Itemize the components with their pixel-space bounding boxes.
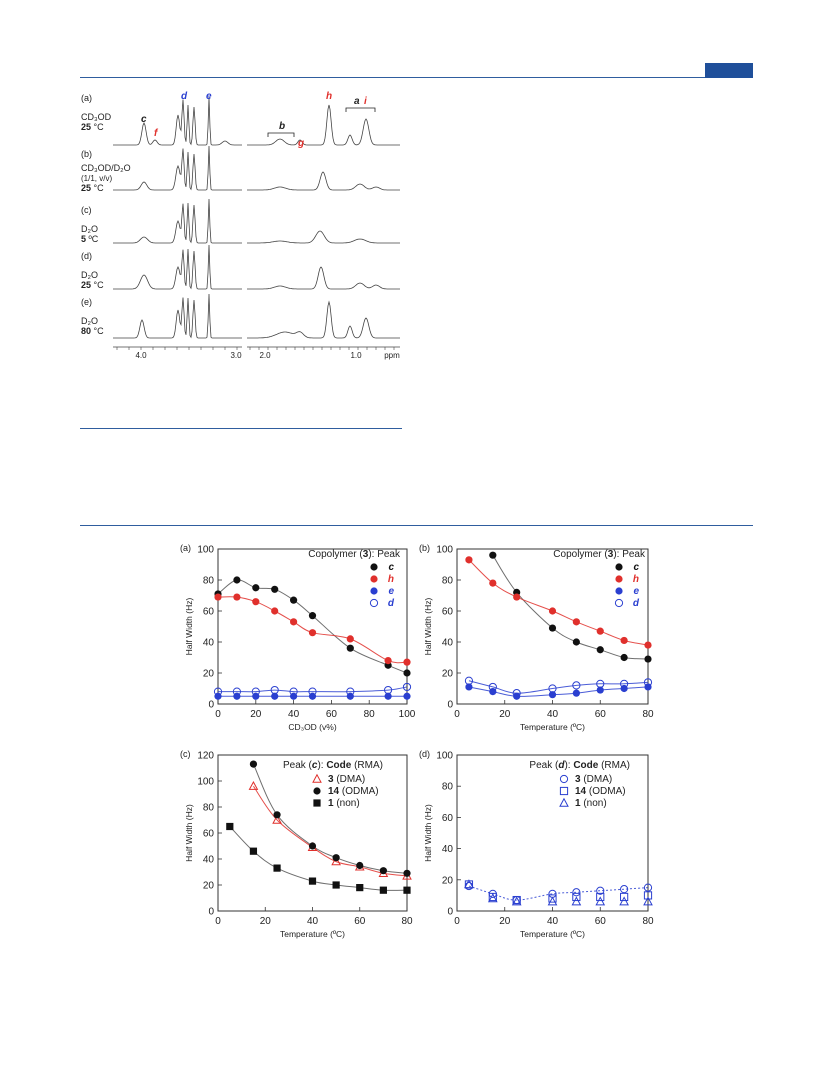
data-point: [597, 628, 604, 635]
y-tick-label: 80: [202, 802, 214, 814]
panel-tag: (b): [419, 543, 430, 553]
legend-marker: [615, 587, 622, 594]
data-point: [403, 659, 410, 666]
data-point: [403, 669, 410, 676]
y-tick-label: 60: [202, 828, 214, 840]
data-point: [233, 576, 240, 583]
y-tick-label: 40: [441, 637, 453, 649]
peak-label-d: d: [181, 91, 188, 102]
x-tick-label: 40: [546, 709, 559, 720]
peak-label-a: a: [354, 96, 360, 107]
x-tick-label: 0: [454, 916, 460, 927]
data-point: [573, 638, 580, 645]
data-point: [356, 862, 363, 869]
y-axis-label: Half Width (Hz): [423, 597, 433, 656]
legend-label: 14 (ODMA): [328, 786, 379, 797]
nmr-tick-label: 4.0: [135, 351, 147, 360]
legend-marker: [615, 563, 622, 570]
data-point: [333, 881, 340, 888]
caption-rule: [80, 428, 402, 429]
peak-label-c: c: [141, 114, 147, 125]
x-tick-label: 40: [546, 916, 559, 927]
x-tick-label: 60: [354, 916, 366, 927]
data-point: [273, 865, 280, 872]
data-point: [233, 593, 240, 600]
data-point: [380, 887, 387, 894]
nmr-row-solvent: D₂O: [81, 270, 98, 280]
nmr-row-tag: (e): [81, 297, 92, 307]
x-tick-label: 80: [642, 916, 654, 927]
y-tick-label: 20: [202, 880, 214, 892]
data-point: [347, 645, 354, 652]
legend-marker: [560, 787, 567, 794]
y-tick-label: 20: [441, 668, 453, 680]
data-point: [403, 887, 410, 894]
legend-label: d: [387, 598, 394, 609]
data-point: [273, 811, 280, 818]
y-tick-label: 80: [202, 575, 214, 587]
nmr-row-solvent: D₂O: [81, 316, 98, 326]
nmr-trace: [113, 97, 242, 145]
chart-panel-1: [180, 543, 416, 732]
y-tick-label: 0: [447, 699, 453, 711]
nmr-axis: [113, 347, 400, 360]
data-point: [347, 635, 354, 642]
legend-label: 1 (non): [328, 798, 360, 809]
data-point: [465, 556, 472, 563]
legend-marker: [615, 599, 622, 606]
x-axis-label: CD₃OD (v%): [288, 722, 337, 732]
legend-marker: [560, 775, 567, 782]
chart-panel-2: [419, 543, 654, 732]
data-point: [572, 897, 580, 904]
x-tick-label: 60: [594, 916, 606, 927]
y-tick-label: 80: [441, 781, 453, 793]
legend-marker: [560, 799, 568, 806]
legend-marker: [370, 575, 377, 582]
x-axis-label: Temperature (ºC): [520, 929, 585, 939]
data-point: [549, 897, 557, 904]
nmr-row-temp: 25 °C: [81, 183, 104, 193]
nmr-row-solvent: CD₃OD: [81, 112, 112, 122]
legend-title: Copolymer (3): Peak: [308, 549, 400, 560]
x-tick-label: 0: [215, 916, 221, 927]
data-point: [290, 618, 297, 625]
x-tick-label: 20: [499, 709, 511, 720]
nmr-row-solvent: CD₃OD/D₂O: [81, 163, 131, 173]
data-point: [290, 597, 297, 604]
nmr-tick-label: 3.0: [230, 351, 242, 360]
legend-label: 3 (DMA): [328, 774, 366, 785]
y-tick-label: 60: [202, 606, 214, 618]
data-point: [644, 655, 651, 662]
y-axis-label: Half Width (Hz): [184, 597, 194, 656]
plot-frame: [218, 755, 407, 911]
panel-tag: (c): [180, 749, 191, 759]
data-point: [573, 618, 580, 625]
legend-label: c: [388, 562, 394, 573]
x-axis-label: Temperature (ºC): [520, 722, 585, 732]
nmr-trace: [113, 146, 242, 190]
legend-label: 1 (non): [575, 798, 607, 809]
legend-label: 14 (ODMA): [575, 786, 626, 797]
nmr-row-temp: 80 °C: [81, 326, 104, 336]
plot-frame: [218, 549, 407, 704]
legend-label: d: [632, 598, 639, 609]
y-tick-label: 40: [202, 854, 214, 866]
y-tick-label: 100: [197, 776, 214, 788]
x-tick-label: 80: [642, 709, 654, 720]
bracket-ai: [346, 108, 375, 112]
y-tick-label: 0: [208, 906, 214, 918]
y-tick-label: 120: [197, 750, 214, 762]
nmr-trace: [247, 302, 400, 338]
nmr-row-extra: (1/1, v/v): [81, 174, 113, 183]
legend-marker: [313, 775, 321, 782]
legend-label: h: [387, 574, 394, 585]
nmr-trace: [247, 172, 400, 190]
data-point: [226, 823, 233, 830]
data-point: [644, 642, 651, 649]
nmr-row-tag: (d): [81, 251, 92, 261]
data-point: [309, 629, 316, 636]
trend-line: [218, 580, 407, 673]
data-point: [621, 637, 628, 644]
data-point: [271, 586, 278, 593]
data-point: [549, 607, 556, 614]
nmr-trace: [113, 245, 242, 289]
legend-label: 3 (DMA): [575, 774, 613, 785]
y-tick-label: 100: [436, 544, 453, 556]
data-point: [596, 897, 604, 904]
data-point: [549, 624, 556, 631]
y-tick-label: 100: [197, 544, 214, 556]
data-point: [252, 584, 259, 591]
nmr-peak-labels: [141, 91, 375, 149]
legend-title: Peak (d): Code (RMA): [529, 760, 630, 771]
nmr-row-temp: 25 °C: [81, 122, 104, 132]
bracket-b: [268, 133, 294, 137]
data-point: [489, 552, 496, 559]
data-point: [403, 693, 410, 700]
nmr-tick-label: 1.0: [350, 351, 362, 360]
legend-label: h: [632, 574, 639, 585]
peak-label-b: b: [279, 121, 286, 132]
data-point: [403, 870, 410, 877]
chart-panel-3: [180, 749, 413, 939]
x-tick-label: 100: [398, 709, 416, 720]
x-tick-label: 80: [401, 916, 413, 927]
x-tick-label: 60: [594, 709, 606, 720]
data-point: [309, 842, 316, 849]
nmr-trace: [113, 294, 242, 338]
y-tick-label: 60: [441, 606, 453, 618]
legend-label: e: [388, 586, 394, 597]
data-point: [309, 878, 316, 885]
y-tick-label: 0: [447, 906, 453, 918]
data-point: [333, 854, 340, 861]
x-tick-label: 40: [306, 916, 319, 927]
legend-marker: [370, 587, 377, 594]
x-tick-label: 20: [259, 916, 271, 927]
y-tick-label: 20: [202, 668, 214, 680]
panel-tag: (d): [419, 749, 430, 759]
nmr-row-tag: (a): [81, 93, 92, 103]
x-tick-label: 0: [215, 709, 221, 720]
x-tick-label: 40: [288, 709, 300, 720]
nmr-trace: [247, 231, 400, 243]
half-width-charts: [0, 520, 833, 1080]
legend-title: Copolymer (3): Peak: [553, 549, 645, 560]
nmr-row-tag: (b): [81, 149, 92, 159]
nmr-trace: [247, 105, 400, 145]
data-point: [573, 690, 580, 697]
data-point: [380, 867, 387, 874]
nmr-trace: [113, 199, 242, 243]
data-point: [620, 897, 628, 904]
legend-marker: [370, 563, 377, 570]
nmr-row-solvent: D₂O: [81, 224, 98, 234]
x-tick-label: 0: [454, 709, 460, 720]
nmr-row-tag: (c): [81, 205, 92, 215]
data-point: [356, 884, 363, 891]
nmr-row-labels: [81, 93, 131, 336]
legend-marker: [313, 799, 320, 806]
legend-title: Peak (c): Code (RMA): [282, 760, 383, 771]
peak-label-h: h: [326, 91, 333, 102]
data-point: [489, 580, 496, 587]
x-tick-label: 60: [325, 709, 337, 720]
data-point: [621, 654, 628, 661]
y-axis-label: Half Width (Hz): [423, 804, 433, 862]
y-tick-label: 0: [208, 699, 214, 711]
y-tick-label: 40: [202, 637, 214, 649]
legend-marker: [313, 787, 320, 794]
data-point: [385, 657, 392, 664]
y-tick-label: 80: [441, 575, 453, 587]
peak-label-g: g: [298, 138, 305, 149]
y-tick-label: 20: [441, 875, 453, 887]
peak-label-f: f: [154, 128, 158, 139]
y-tick-label: 60: [441, 812, 453, 824]
nmr-tick-label: 2.0: [259, 351, 271, 360]
nmr-figure: [0, 0, 833, 400]
peak-label-i: i: [364, 96, 367, 107]
data-point: [250, 761, 257, 768]
legend-label: e: [633, 586, 639, 597]
data-point: [309, 612, 316, 619]
panel-tag: (a): [180, 543, 191, 553]
data-point: [597, 646, 604, 653]
data-point: [271, 607, 278, 614]
y-axis-label: Half Width (Hz): [184, 804, 194, 862]
data-point: [513, 593, 520, 600]
chart-panel-4: [419, 749, 654, 939]
peak-label-e: e: [206, 91, 212, 102]
data-point: [250, 848, 257, 855]
y-tick-label: 100: [436, 750, 453, 762]
nmr-row-temp: 25 °C: [81, 280, 104, 290]
plot-frame: [457, 755, 648, 911]
x-tick-label: 20: [499, 916, 511, 927]
nmr-row-temp: 5 ºC: [81, 234, 99, 244]
data-point: [252, 598, 259, 605]
y-tick-label: 40: [441, 844, 453, 856]
nmr-axis-unit: ppm: [384, 351, 400, 360]
legend-marker: [370, 599, 377, 606]
x-tick-label: 20: [250, 709, 262, 720]
data-point: [214, 593, 221, 600]
nmr-trace: [247, 267, 400, 289]
legend-label: c: [633, 562, 639, 573]
legend-marker: [615, 575, 622, 582]
x-axis-label: Temperature (ºC): [280, 929, 345, 939]
data-point: [249, 782, 257, 789]
x-tick-label: 80: [363, 709, 375, 720]
trend-line: [230, 827, 407, 891]
